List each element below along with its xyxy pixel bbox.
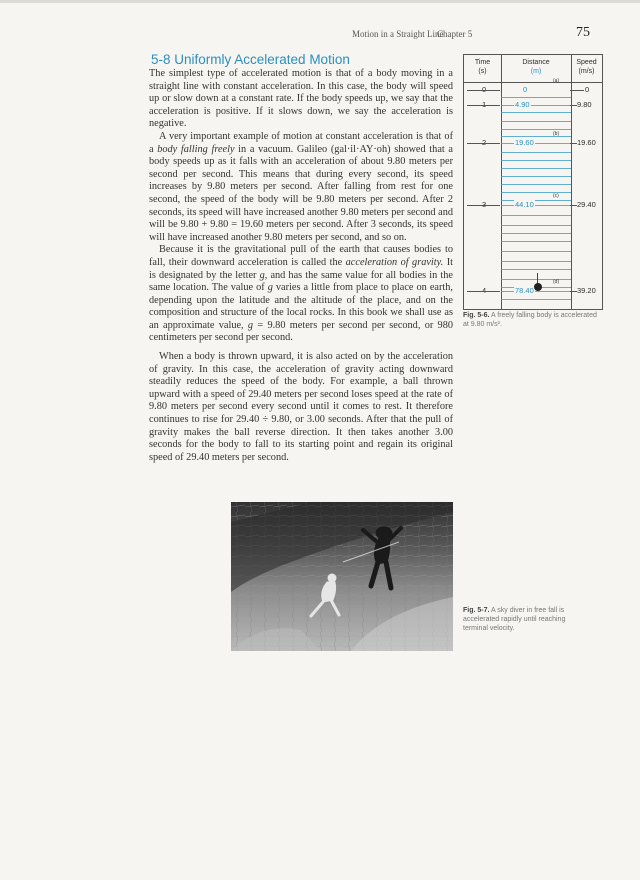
distance-ruling-line bbox=[501, 129, 571, 130]
figure-header bbox=[464, 55, 602, 83]
header-time: Time (s) bbox=[474, 59, 491, 75]
position-label: (c) bbox=[553, 193, 559, 199]
body-text bbox=[149, 68, 453, 464]
position-label: (b) bbox=[553, 131, 560, 137]
distance-ruling-line bbox=[501, 184, 571, 185]
distance-ruling-line bbox=[501, 97, 571, 98]
distance-label: 19.60 bbox=[515, 138, 534, 147]
distance-ruling-line bbox=[501, 241, 571, 242]
speed-label: 19.60 bbox=[577, 138, 596, 147]
figure-5-7-caption: Fig. 5-7. A sky diver in free fall is accelerated rapidly until reaching terminal velocity. bbox=[463, 607, 566, 632]
distance-ruling-line bbox=[501, 279, 571, 280]
paragraph-4: When a body is thrown upward, it is also acted on by the acceleration of gravity. In this case, the acceleration of gravity acting downward steadily reduces the speed of the body. For example, a ball thrown upward with a speed of 29.40 meters per second loses speed at the rate of 9.80 meters per second every second until it comes to rest. It therefore continues to rise for 29.40 ÷ 9.80, or 3.00 seconds. After that the pull of gravity makes the ball reverse direction. It then takes another 3.00 seconds for the body to fall to its starting point and regain its original speed of 29.40 meters per second. bbox=[149, 351, 453, 463]
row-leader-line bbox=[467, 291, 500, 292]
distance-ruling-line bbox=[501, 215, 571, 216]
page-top-edge bbox=[0, 0, 640, 3]
speed-label: 9.80 bbox=[577, 100, 592, 109]
running-head-title: Motion in a Straight Line bbox=[352, 29, 444, 39]
column-divider-1 bbox=[501, 55, 502, 309]
distance-label: 0 bbox=[523, 85, 528, 94]
header-distance: Distance (m) bbox=[522, 59, 550, 75]
distance-ruling-line bbox=[501, 152, 571, 153]
figure-5-6-table bbox=[463, 54, 603, 310]
distance-ruling-line bbox=[501, 136, 571, 137]
distance-ruling-line bbox=[501, 105, 571, 106]
header-speed: Speed (m/s) bbox=[576, 59, 597, 75]
speed-label: 39.20 bbox=[577, 286, 596, 295]
distance-label: 44.10 bbox=[515, 200, 534, 209]
distance-ruling-line bbox=[501, 299, 571, 300]
distance-ruling-line bbox=[501, 291, 571, 292]
figure-5-6-caption: Fig. 5-6. A freely falling body is accelerated at 9.80 m/s². bbox=[463, 312, 597, 328]
distance-ruling-line bbox=[501, 251, 571, 252]
running-head-chapter: Chapter 5 bbox=[437, 29, 473, 39]
falling-ball bbox=[534, 283, 542, 291]
row-leader-line bbox=[467, 90, 500, 91]
column-divider-2 bbox=[571, 55, 572, 309]
row-leader-line bbox=[570, 90, 584, 91]
speed-label: 0 bbox=[585, 85, 590, 94]
distance-ruling-line bbox=[501, 269, 571, 270]
sky-diver-illustration bbox=[231, 502, 453, 651]
row-leader-line bbox=[467, 105, 500, 106]
distance-ruling-line bbox=[501, 143, 571, 144]
section-heading: 5-8 Uniformly Accelerated Motion bbox=[151, 52, 350, 67]
page-number: 75 bbox=[576, 25, 590, 40]
position-label: (d) bbox=[553, 279, 560, 285]
distance-ruling-line bbox=[501, 192, 571, 193]
paragraph-1: The simplest type of accelerated motion is that of a body moving in a straight line with constant acceleration. In this case, the body will speed up or slow down at a constant rate. If the body speeds up, we say that the acceleration is positive. If it slows down, we say the acceleration is negative. bbox=[149, 68, 453, 130]
distance-ruling-line bbox=[501, 261, 571, 262]
paragraph-2: A very important example of motion at constant acceleration is that of a body falling freely in a vacuum. Galileo (gal·il·AY·oh) showed that a body speeds up as it falls with an acceleration of about 9.80 meters per second per second. This means that during every second, its speed increases by 9.80 meters per second. After falling from rest for one second, the speed of the body will be 9.80 meters per second. After 2 seconds, its speed will have increased another 9.80 meters per second and will be 9.80 + 9.80 = 19.60 meters per second. After 3 seconds, its speed will have increased another 9.80 meters per second, and so on. bbox=[149, 130, 453, 243]
distance-ruling-line bbox=[501, 168, 571, 169]
running-head bbox=[300, 27, 600, 43]
distance-ruling-line bbox=[501, 200, 571, 201]
paragraph-3: Because it is the gravitational pull of the earth that causes bodies to fall, their downward acceleration is called the acceleration of gravity. It is designated by the letter g, and has the same value for all bodies in the same location. The value of g varies a little from place to place on earth, depending upon the latitude and the altitude of the place, and on the composition and structure of the local rocks. In this book we shall use as an approximate value, g = 9.80 meters per second per second, or 980 centimeters per second per second. bbox=[149, 244, 453, 344]
row-leader-line bbox=[467, 205, 500, 206]
distance-ruling-line bbox=[501, 205, 571, 206]
distance-ruling-line bbox=[501, 112, 571, 113]
distance-ruling-line bbox=[501, 176, 571, 177]
distance-ruling-line bbox=[501, 160, 571, 161]
distance-label: 4.90 bbox=[515, 100, 530, 109]
speed-label: 29.40 bbox=[577, 200, 596, 209]
row-leader-line bbox=[467, 143, 500, 144]
distance-ruling-line bbox=[501, 225, 571, 226]
distance-ruling-line bbox=[501, 233, 571, 234]
sky-diver-photo bbox=[231, 502, 453, 651]
distance-label: 78.40 bbox=[515, 286, 534, 295]
distance-ruling-line bbox=[501, 121, 571, 122]
position-label: (a) bbox=[553, 78, 560, 84]
